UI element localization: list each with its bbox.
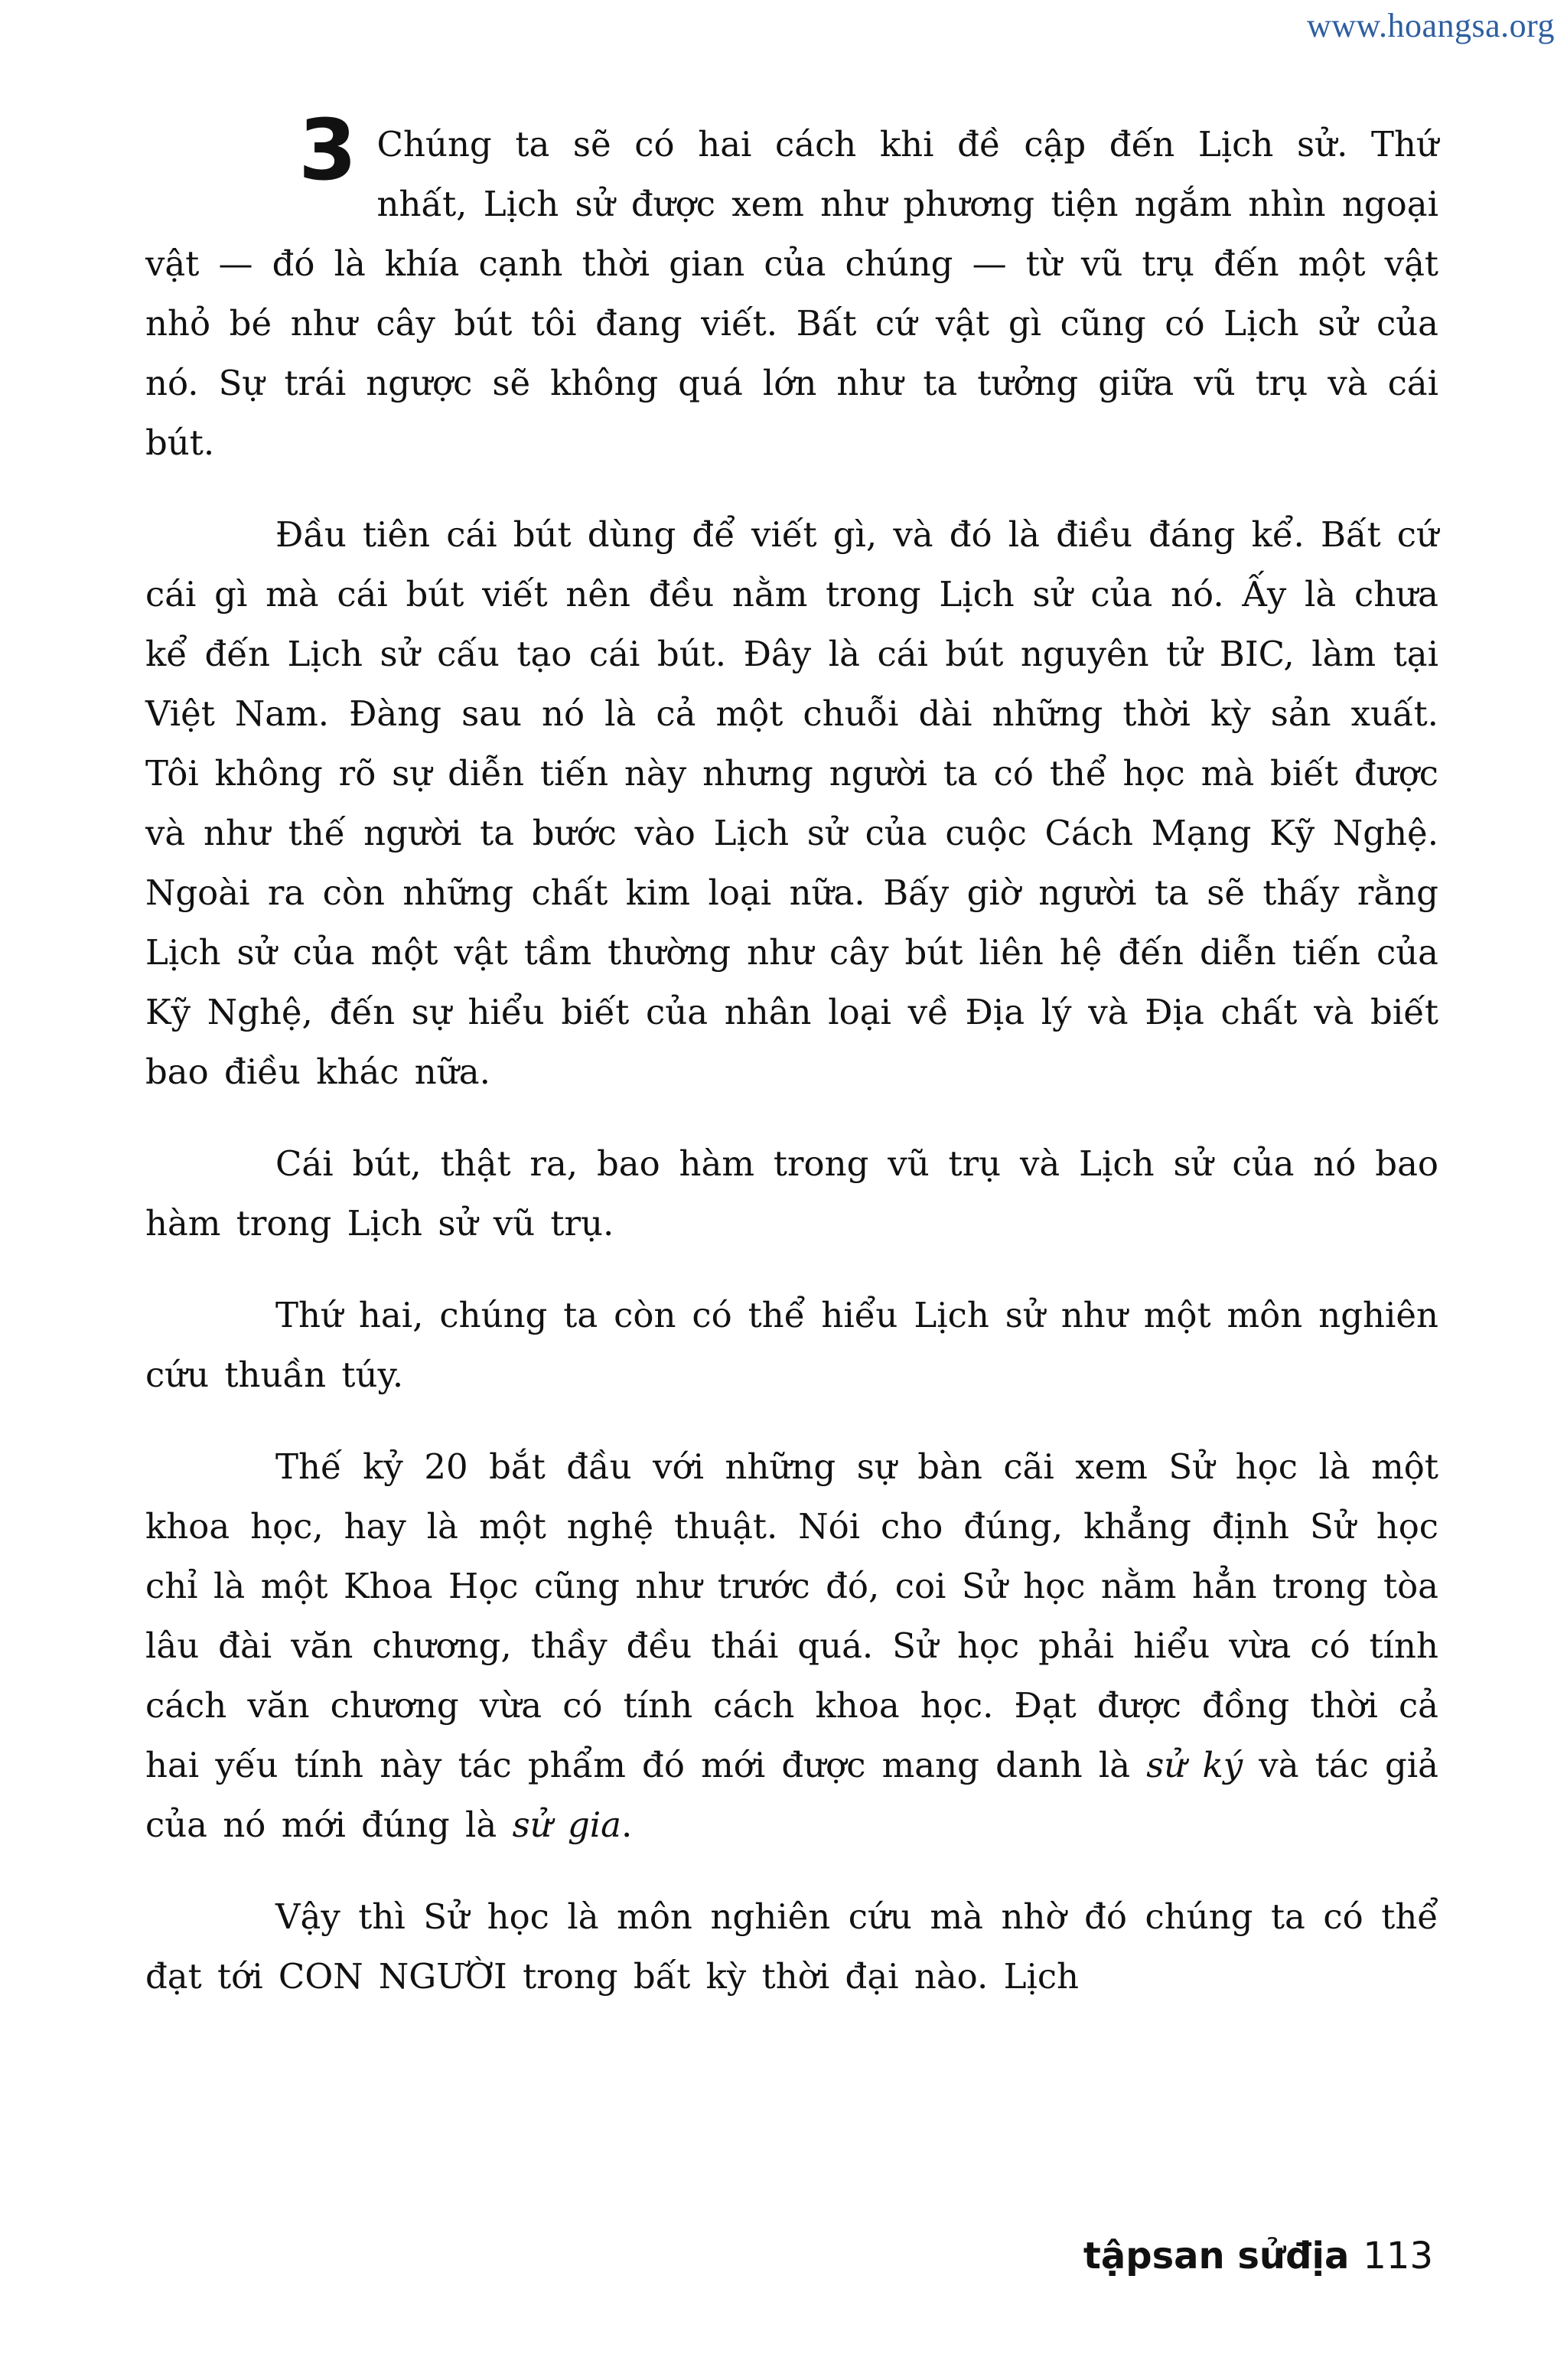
journal-name: tậpsan sửđịa: [1083, 2235, 1350, 2277]
page-body: [145, 101, 1438, 2039]
paragraph-1: [145, 101, 1438, 473]
section-number: 3: [298, 101, 357, 199]
term-su-gia: sử gia: [512, 1805, 621, 1845]
page-footer: [1083, 2235, 1433, 2277]
paragraph-6: Vậy thì Sử học là môn nghiên cứu mà nhờ đó chúng ta có thể đạt tới CON NGƯỜI trong bất kỳ thời đại nào. Lịch: [145, 1896, 1438, 1997]
paragraph-4: Thứ hai, chúng ta còn có thể hiểu Lịch sử như một môn nghiên cứu thuần túy.: [145, 1295, 1438, 1395]
paragraph-3: Cái bút, thật ra, bao hàm trong vũ trụ và Lịch sử của nó bao hàm trong Lịch sử vũ trụ.: [145, 1143, 1438, 1244]
paragraph-5: [145, 1437, 1438, 1855]
term-su-ky: sử ký: [1146, 1745, 1243, 1785]
paragraph-5-text-end: .: [621, 1805, 633, 1845]
paragraph-1-text: Chúng ta sẽ có hai cách khi đề cập đến Lịch sử. Thứ nhất, Lịch sử được xem như phương tiện ngắm nhìn ngoại vật — đó là khía cạnh thời gian của chúng — từ vũ trụ đến một vật nhỏ bé như cây bút tôi đang viết. Bất cứ vật gì cũng có Lịch sử của nó. Sự trái ngược sẽ không quá lớn như ta tưởng giữa vũ trụ và cái bút.: [145, 124, 1438, 463]
paragraph-5-text-a: Thế kỷ 20 bắt đầu với những sự bàn cãi xem Sử học là một khoa học, hay là một nghệ thuật. Nói cho đúng, khẳng định Sử học chỉ là một Khoa Học cũng như trước đó, coi Sử học nằm hẳn trong tòa lâu đài văn chương, thầy đều thái quá. Sử học phải hiểu vừa có tính cách văn chương vừa có tính cách khoa học. Đạt được đồng thời cả hai yếu tính này tác phẩm đó mới được mang danh là: [145, 1446, 1438, 1785]
watermark-url[interactable]: www.hoangsa.org: [1306, 7, 1555, 44]
paragraph-2: Đầu tiên cái bút dùng để viết gì, và đó là điều đáng kể. Bất cứ cái gì mà cái bút viết nên đều nằm trong Lịch sử của nó. Ấy là chưa kể đến Lịch sử cấu tạo cái bút. Đây là cái bút nguyên tử BIC, làm tại Việt Nam. Đàng sau nó là cả một chuỗi dài những thời kỳ sản xuất. Tôi không rõ sự diễn tiến này nhưng người ta có thể học mà biết được và như thế người ta bước vào Lịch sử của cuộc Cách Mạng Kỹ Nghệ. Ngoài ra còn những chất kim loại nữa. Bấy giờ người ta sẽ thấy rằng Lịch sử của một vật tầm thường như cây bút liên hệ đến diễn tiến của Kỹ Nghệ, đến sự hiểu biết của nhân loại về Địa lý và Địa chất và biết bao điều khác nữa.: [145, 514, 1438, 1092]
page-number: 113: [1363, 2235, 1433, 2277]
paragraph-5-text-b: và tác giả của nó mới đúng là: [145, 1745, 1438, 1845]
